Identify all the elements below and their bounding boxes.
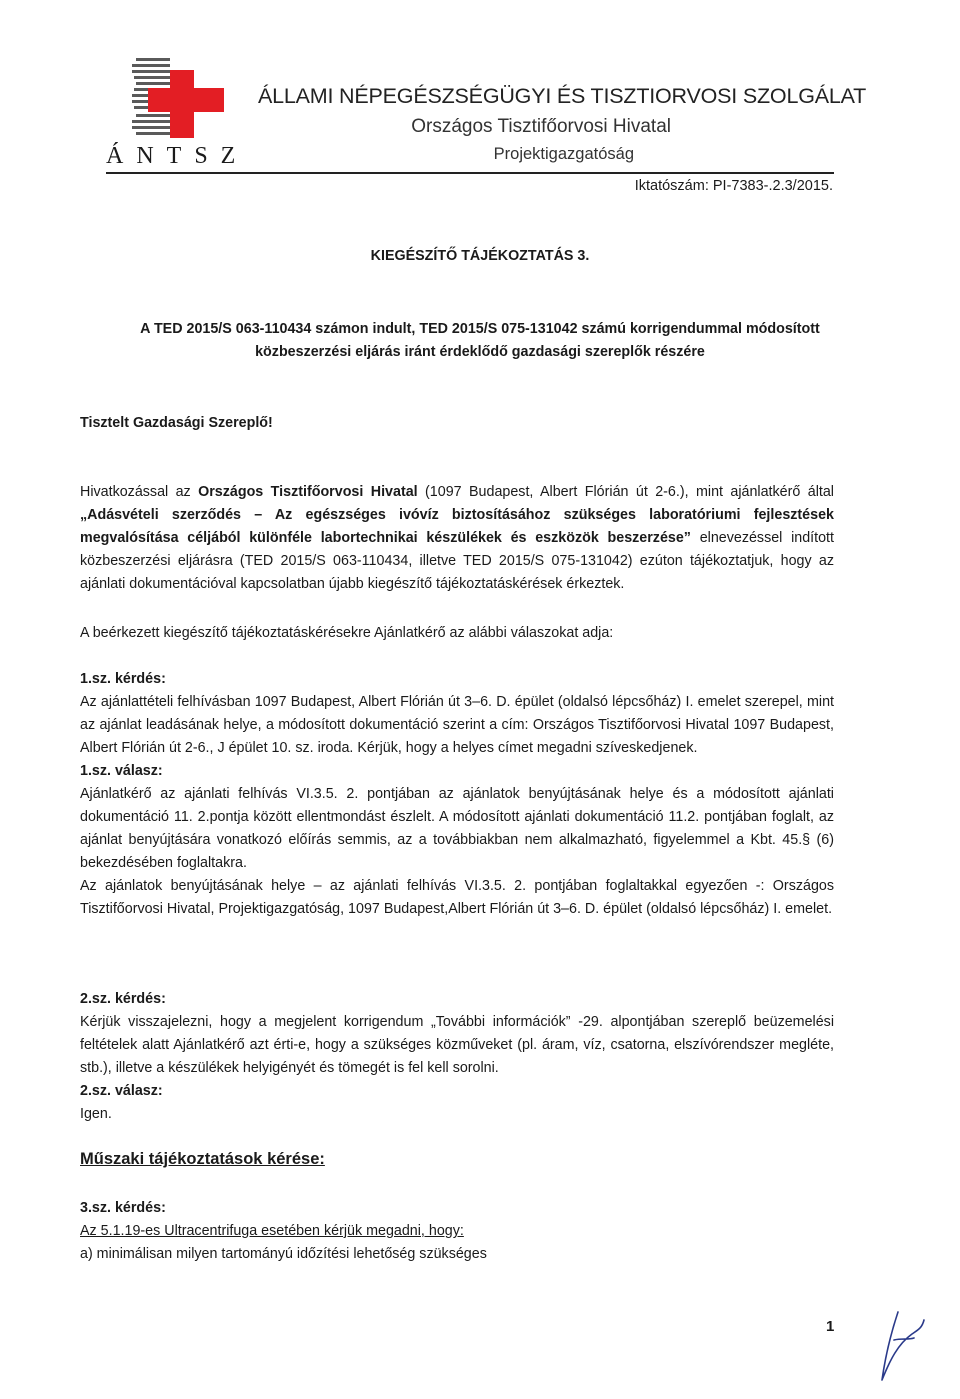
department-name: Projektigazgatóság [493,145,634,163]
subject-line: közbeszerzési eljárás iránt érdeklődő gazdasági szereplők részére [255,344,705,360]
question-item: a) minimálisan milyen tartományú időzítési lehetőség szükséges [80,1246,487,1262]
lead-in: A beérkezett kiegészítő tájékoztatáskérésekre Ajánlatkérő az alábbi válaszokat adja: [80,625,614,641]
intro-text: (1097 Budapest, Albert Flórián út 2-6.), mint ajánlatkérő által [417,484,834,500]
question-text: Az ajánlattételi felhívásban 1097 Budapest, Albert Flórián út 3–6. D. épület (oldalsó lépcsőház) I. emelet szerepel, mint az ajánlat leadásának helye, a módosított dokumentáció szerint a cím: Országos Tisztifőorvosi Hivatal 1097 Budapest, Albert Flórián út 2-6., J épület 10. sz. iroda. Kérjük, hogy a helyes címet megadni szíveskedjenek. [80,694,834,756]
intro-paragraph [80,481,834,596]
question-label: 3.sz. kérdés: [80,1200,166,1216]
logo-text: ÁNTSZ [106,143,249,169]
intro-text: Hivatkozással az [80,484,199,500]
filing-number: Iktatószám: PI-7383-.2.3/2015. [634,178,833,194]
qa-block-3 [80,1197,834,1266]
page-number: 1 [826,1318,835,1335]
question-text: Az 5.1.19-es Ultracentrifuga esetében kérjük megadni, hogy: [80,1223,464,1239]
question-label: 1.sz. kérdés: [80,671,166,687]
answer-label: 2.sz. válasz: [80,1083,163,1099]
answer-text: Az ajánlatok benyújtásának helye – az ajánlati felhívás VI.3.5. 2. pontjában foglaltakkal egyezően -: Országos Tisztifőorvosi Hivatal, Projektigazgatóság, 1097 Budapest,Albert Flórián út 3–6. D. épület (oldalsó lépcsőház) I. emelet. [80,878,834,917]
procurement-title: „Adásvételi szerződés – Az egészséges ivóvíz biztosításához szükséges laboratóriumi fejlesztések megvalósítása céljából különféle labortechnikai készülékek és eszközök beszerzése” [80,507,834,546]
question-text: Kérjük visszajelezni, hogy a megjelent korrigendum „További információk” -29. alpontjában szereplő beüzemelési feltételek alatt Ajánlatkérő azt érti-e, hogy a szükséges közműveket (pl. áram, víz, csatorna, elszívórendszer megléte, stb.), illetve a készülékek helyigényét és tömegét is fel kell sorolni. [80,1014,834,1076]
qa-block-1 [80,668,834,921]
subject [95,318,865,364]
answer-label: 1.sz. válasz: [80,763,163,779]
answer-text: Ajánlatkérő az ajánlati felhívás VI.3.5. 2. pontjában az ajánlatok benyújtásának helye és a módosított ajánlati dokumentáció 11. 2.pontja között ellentmondást észlelt. A módosított ajánlati dokumentáció 11.2. pontjában foglalt, az ajánlat benyújtására vonatkozó előírás semmis, az a továbbiakban nem alkalmazható, figyelemmel a Kbt. 45.§ (6) bekezdésében foglaltakra. [80,786,834,871]
qa-block-2 [80,988,834,1126]
answer-text: Igen. [80,1106,112,1122]
subject-line: A TED 2015/S 063-110434 számon indult, TED 2015/S 075-131042 számú korrigendummal módosított [140,321,820,337]
intro-text: elnevezéssel indított közbeszerzési eljárásra (TED 2015/S 063-110434, illetve TED 2015/S 075-131042) ezúton tájékoztatjuk, hogy az ajánlati dokumentációval kapcsolatban újabb kiegészítő tájékoztatáskérések érkeztek. [80,530,834,592]
section-title: Műszaki tájékoztatások kérése: [80,1150,325,1168]
question-label: 2.sz. kérdés: [80,991,166,1007]
office-name: Országos Tisztifőorvosi Hivatal [411,116,671,137]
salutation: Tisztelt Gazdasági Szereplő! [80,415,273,431]
notice-title: KIEGÉSZÍTŐ TÁJÉKOZTATÁS 3. [370,248,590,264]
header-divider [106,172,834,174]
handwritten-initials [868,1300,928,1390]
intro-org-name: Országos Tisztifőorvosi Hivatal [198,484,418,500]
organization-name: ÁLLAMI NÉPEGÉSZSÉGÜGYI ÉS TISZTIORVOSI SZOLGÁLAT [258,84,867,108]
